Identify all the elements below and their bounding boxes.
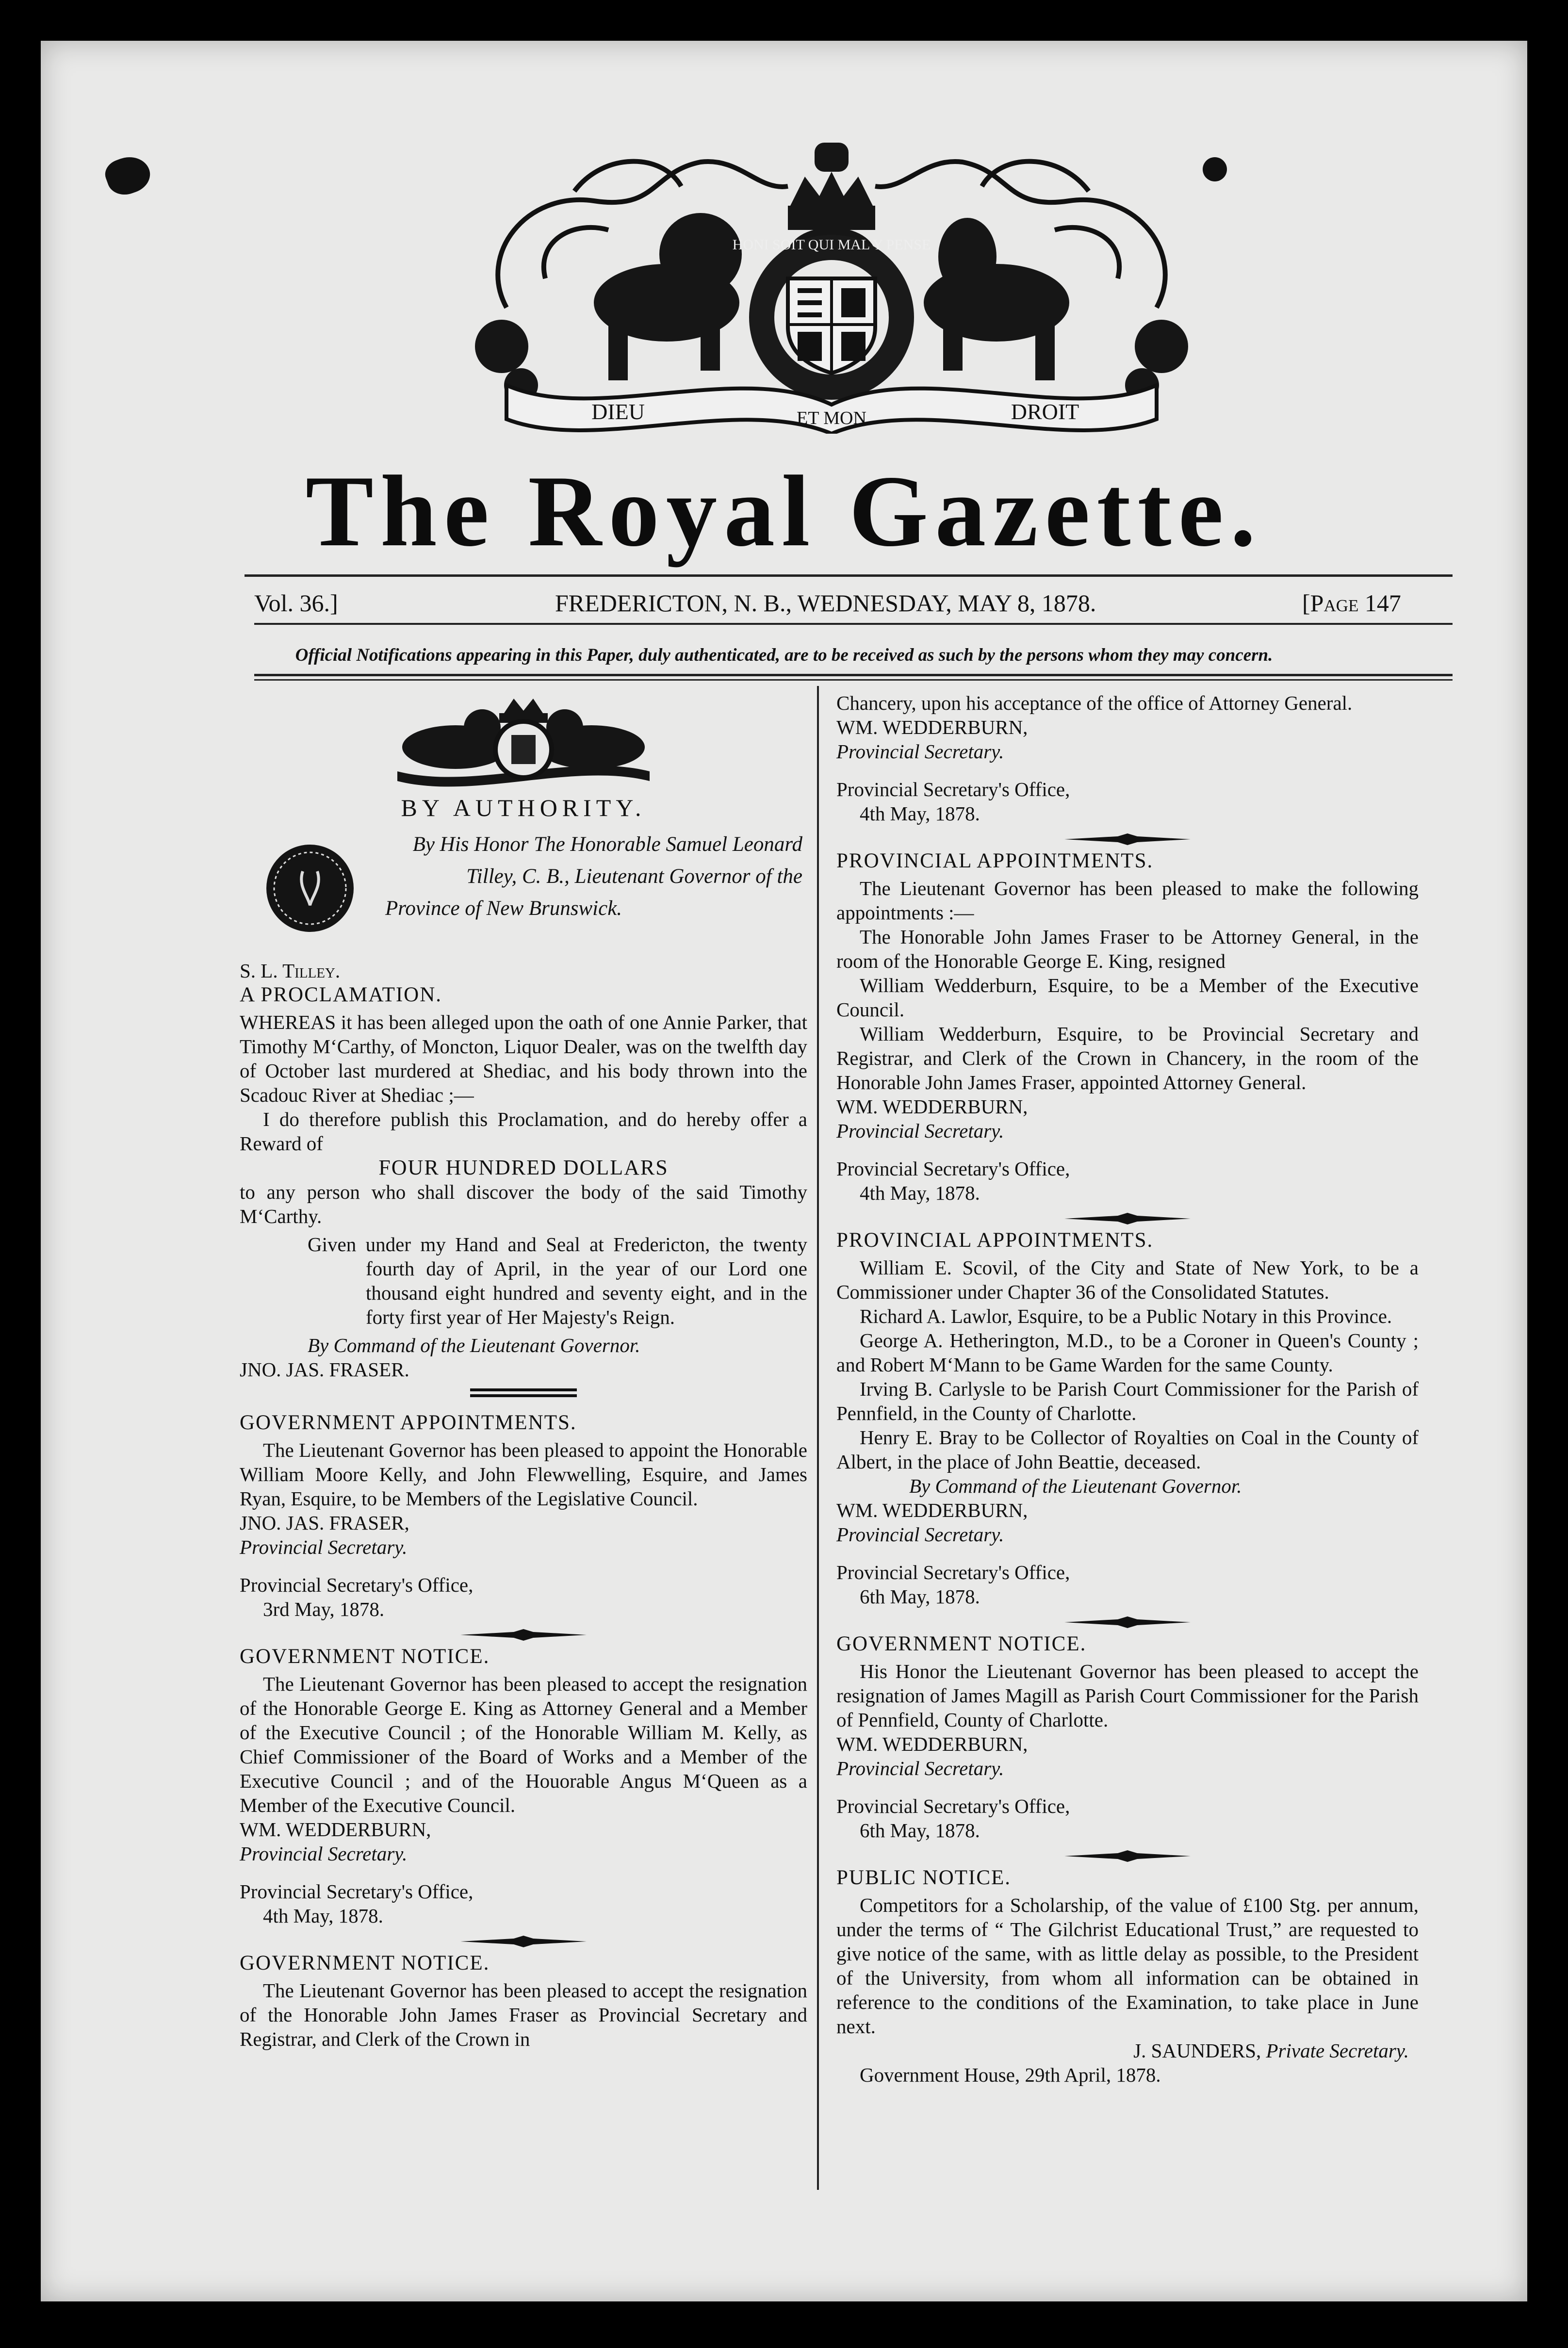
prov-appointments-2-item-1: William E. Scovil, of the City and State of New York, to be a Commissioner under Chapter 36 of the Consolidated Statutes. [836, 1256, 1419, 1303]
proclamation-command: By Command of the Lieutenant Governor. [308, 1334, 640, 1356]
proclamation-title: A PROCLAMATION. [240, 983, 442, 1006]
prov-appointments-2-title: PROVINCIAL APPOINTMENTS. [836, 1229, 1154, 1252]
continued-office: Provincial Secretary's Office, [836, 778, 1070, 800]
gov-appointments-date: 3rd May, 1878. [263, 1598, 385, 1620]
section-divider-ornament [460, 1936, 587, 1947]
prov-appointments-2-command: By Command of the Lieutenant Governor. [909, 1475, 1242, 1497]
public-notice-signature [836, 2038, 1419, 2063]
by-authority-heading: BY AUTHORITY. [401, 794, 646, 821]
gov-notice-1-title: GOVERNMENT NOTICE. [240, 1645, 490, 1668]
proclamation-reward: FOUR HUNDRED DOLLARS [378, 1156, 669, 1179]
header-rule-bottom-2 [254, 679, 1453, 681]
proclamation-signer: JNO. JAS. FRASER. [240, 1358, 409, 1381]
proclamation-whereas: WHEREAS it has been alleged upon the oath of one Annie Parker, that Timothy M‘Carthy, of Moncton, Liquor Dealer, was on the twelfth day of October last murdered at Shediac, and his body thrown into the Scadouc River at Shediac ;— [240, 1011, 807, 1106]
garter-motto: HONI SOIT QUI MAL Y PENSE [732, 237, 931, 253]
section-divider-ornament [1064, 1850, 1191, 1862]
prov-appointments-2-signer: WM. WEDDERBURN, [836, 1499, 1028, 1521]
official-notice-line: Official Notifications appearing in this Paper, duly authenticated, are to be received as such by the persons whom they may concern. [295, 645, 1273, 665]
column-divider [817, 686, 819, 2190]
prov-appointments-1-item-3: William Wedderburn, Esquire, to be Provincial Secretary and Registrar, and Clerk of the Crown in Chancery, in the room of the Honorable John James Fraser, appointed Attorney General. [836, 1023, 1419, 1093]
gov-notice-2-body: The Lieutenant Governor has been pleased to accept the resignation of the Honorable John James Fraser as Provincial Secretary and Registrar, and Clerk of the Crown in [240, 1979, 807, 2050]
lieutenant-governor-seal [264, 842, 356, 934]
public-notice-body: Competitors for a Scholarship, of the value of £100 Stg. per annum, under the terms of “ The Gilchrist Educational Trust,” are requested to give notice of the same, with as little delay as possible, to the President of the University, from whom all information can be obtained in reference to the conditions of the Examination, to take place in June next. [836, 1894, 1419, 2038]
prov-appointments-1-office: Provincial Secretary's Office, [836, 1158, 1070, 1180]
newspaper-title: The Royal Gazette. [305, 455, 1263, 568]
preamble-line-3: Province of New Brunswick. [385, 897, 622, 920]
right-column [836, 691, 1419, 2087]
prov-appointments-2-date: 6th May, 1878. [860, 1585, 980, 1608]
prov-appointments-2-item-2: Richard A. Lawlor, Esquire, to be a Public Notary in this Province. [860, 1305, 1392, 1327]
proclamation-publish: I do therefore publish this Proclamation, and do hereby offer a Reward of [240, 1108, 807, 1155]
prov-appointments-1-item-1: The Honorable John James Fraser to be Attorney General, in the room of the Honorable George E. King, resigned [836, 926, 1419, 972]
gov-appointments-title: GOVERNMENT APPOINTMENTS. [240, 1411, 577, 1434]
gov-appointments-body: The Lieutenant Governor has been pleased to appoint the Honorable William Moore Kelly, and John Flewwelling, Esquire, and James Ryan, Esquire, to be Members of the Legislative Council. [240, 1439, 807, 1510]
proclamation-reward-to: to any person who shall discover the body of the said Timothy M‘Carthy. [240, 1181, 807, 1227]
gov-notice-1-signer-title: Provincial Secretary. [240, 1843, 408, 1865]
gov-notice-3-signer: WM. WEDDERBURN, [836, 1733, 1028, 1755]
public-notice-place-date: Government House, 29th April, 1878. [860, 2064, 1161, 2086]
double-rule-ornament [470, 1388, 577, 1397]
proclamation-preamble [240, 832, 807, 959]
gov-notice-1-body: The Lieutenant Governor has been pleased to accept the resignation of the Honorable George E. King as Attorney General and a Member of the Executive Council ; of the Honorable William M. Kelly, as Chief Commissioner of the Board of Works and a Member of the Executive Council ; and of the Houorable Angus M‘Queen as a Member of the Executive Council. [240, 1673, 807, 1816]
proclamation-signed: S. L. Tilley. [240, 960, 341, 982]
section-divider-ornament [460, 1629, 587, 1641]
public-notice-signer-title: Private Secretary. [1266, 2039, 1409, 2062]
prov-appointments-2-item-4: Irving B. Carlysle to be Parish Court Commissioner for the Parish of Pennfield, in the County of Charlotte. [836, 1378, 1419, 1424]
gov-notice-3-office: Provincial Secretary's Office, [836, 1795, 1070, 1817]
prov-appointments-1-title: PROVINCIAL APPOINTMENTS. [836, 849, 1154, 872]
motto-et-mon: ET MON [797, 408, 866, 428]
gov-appointments-signer: JNO. JAS. FRASER, [240, 1512, 409, 1534]
public-notice-title: PUBLIC NOTICE. [836, 1866, 1012, 1889]
motto-dieu: DIEU [591, 399, 645, 424]
continued-signer: WM. WEDDERBURN, [836, 716, 1028, 738]
continued-text: Chancery, upon his acceptance of the office of Attorney General. [836, 692, 1353, 714]
prov-appointments-1-date: 4th May, 1878. [860, 1182, 980, 1204]
continued-date: 4th May, 1878. [860, 802, 980, 825]
preamble-line-1: By His Honor The Honorable Samuel Leonard [412, 833, 802, 856]
prov-appointments-1-item-2: William Wedderburn, Esquire, to be a Member of the Executive Council. [836, 974, 1419, 1021]
page-number: [Page 147 [1302, 589, 1401, 617]
preamble-line-2: Tilley, C. B., Lieutenant Governor of the [466, 865, 802, 888]
ink-dot-right [1203, 157, 1227, 181]
gov-notice-3-body: His Honor the Lieutenant Governor has been pleased to accept the resignation of James Magill as Parish Court Commissioner for the Parish of Pennfield, County of Charlotte. [836, 1660, 1419, 1731]
gov-notice-2-title: GOVERNMENT NOTICE. [240, 1952, 490, 1974]
prov-appointments-1-intro: The Lieutenant Governor has been pleased to make the following appointments :— [836, 877, 1419, 924]
prov-appointments-1-signer: WM. WEDDERBURN, [836, 1095, 1028, 1118]
motto-droit: DROIT [1011, 399, 1079, 424]
volume-number: Vol. 36.] [254, 589, 338, 617]
gov-notice-3-date: 6th May, 1878. [860, 1819, 980, 1842]
gov-notice-3-signer-title: Provincial Secretary. [836, 1757, 1004, 1779]
dateline: FREDERICTON, N. B., WEDNESDAY, MAY 8, 1878. [555, 589, 1096, 617]
gov-notice-1-signer: WM. WEDDERBURN, [240, 1818, 431, 1841]
prov-appointments-2-item-5: Henry E. Bray to be Collector of Royalties on Coal in the County of Albert, in the place of John Beattie, deceased. [836, 1426, 1419, 1473]
gov-notice-3-title: GOVERNMENT NOTICE. [836, 1632, 1087, 1655]
royal-coat-of-arms [448, 133, 1215, 434]
header-rule-mid [254, 623, 1453, 625]
section-divider-ornament [1064, 833, 1191, 845]
small-coat-of-arms [378, 694, 669, 791]
public-notice-signer: J. SAUNDERS, [1133, 2039, 1261, 2062]
section-divider-ornament [1064, 1213, 1191, 1224]
gazette-page [41, 41, 1527, 2301]
gov-appointments-signer-title: Provincial Secretary. [240, 1536, 408, 1558]
header-rule-top [245, 574, 1453, 577]
gov-appointments-office: Provincial Secretary's Office, [240, 1574, 474, 1596]
section-divider-ornament [1064, 1616, 1191, 1628]
gov-notice-1-office: Provincial Secretary's Office, [240, 1880, 474, 1903]
ink-blot-left [101, 151, 155, 200]
header-rule-bottom [254, 674, 1453, 676]
left-column [240, 686, 807, 2051]
continued-signer-title: Provincial Secretary. [836, 740, 1004, 763]
prov-appointments-1-signer-title: Provincial Secretary. [836, 1120, 1004, 1142]
prov-appointments-2-item-3: George A. Hetherington, M.D., to be a Coroner in Queen's County ; and Robert M‘Mann to be Game Warden for the same County. [836, 1329, 1419, 1376]
prov-appointments-2-office: Provincial Secretary's Office, [836, 1561, 1070, 1583]
proclamation-given: Given under my Hand and Seal at Fredericton, the twenty fourth day of April, in the year of our Lord one thousand eight hundred and seventy eight, and in the forty first year of Her Majesty's Reign. [308, 1233, 807, 1328]
prov-appointments-2-signer-title: Provincial Secretary. [836, 1523, 1004, 1546]
gov-notice-1-date: 4th May, 1878. [263, 1905, 383, 1927]
